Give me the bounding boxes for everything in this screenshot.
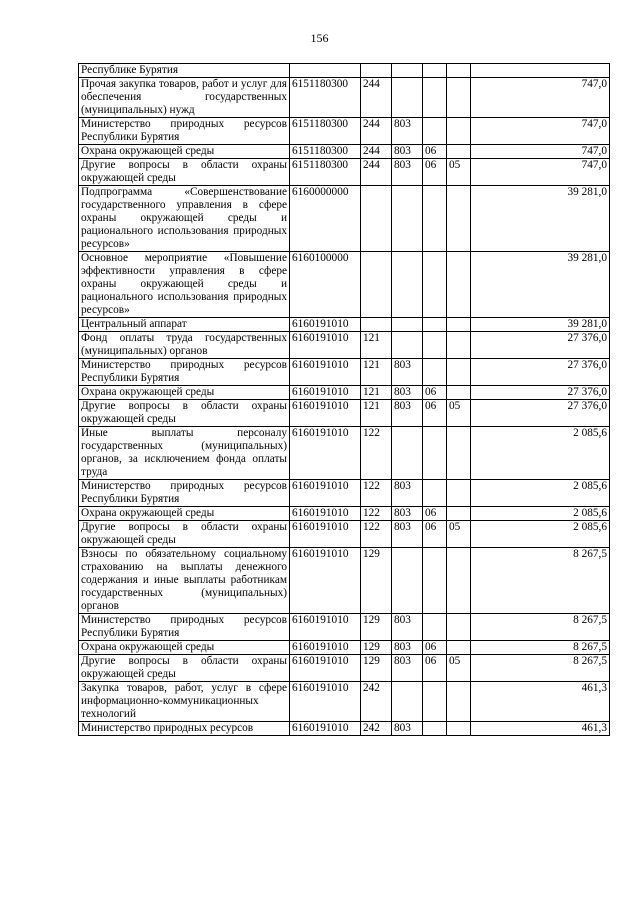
row-amount: 2 085,6 bbox=[471, 427, 610, 480]
row-amount: 8 267,5 bbox=[471, 655, 610, 682]
table-row bbox=[79, 186, 610, 252]
table-row bbox=[79, 145, 610, 159]
row-subsection bbox=[447, 614, 471, 641]
table-row bbox=[79, 252, 610, 318]
row-name: Центральный аппарат bbox=[79, 318, 290, 332]
row-amount: 747,0 bbox=[471, 118, 610, 145]
row-amount: 2 085,6 bbox=[471, 480, 610, 507]
row-name: Основное мероприятие «Повышение эффективности управления в сфере охраны окружающей среды и рационального использования природных ресурсов» bbox=[79, 252, 290, 318]
row-amount: 27 376,0 bbox=[471, 359, 610, 386]
row-ministry-code bbox=[392, 318, 423, 332]
budget-table-body bbox=[79, 64, 610, 736]
row-amount: 27 376,0 bbox=[471, 332, 610, 359]
row-ministry-code: 803 bbox=[392, 359, 423, 386]
row-name: Охрана окружающей среды bbox=[79, 145, 290, 159]
row-target-code: 6151180300 bbox=[290, 145, 361, 159]
row-ministry-code: 803 bbox=[392, 655, 423, 682]
row-subsection bbox=[447, 145, 471, 159]
row-target-code: 6160191010 bbox=[290, 427, 361, 480]
row-subsection bbox=[447, 427, 471, 480]
row-name: Фонд оплаты труда государственных (муниципальных) органов bbox=[79, 332, 290, 359]
row-subsection bbox=[447, 480, 471, 507]
row-section bbox=[423, 480, 447, 507]
row-ministry-code bbox=[392, 332, 423, 359]
row-name: Министерство природных ресурсов Республики Бурятия bbox=[79, 480, 290, 507]
row-name: Другие вопросы в области охраны окружающей среды bbox=[79, 400, 290, 427]
row-section bbox=[423, 332, 447, 359]
row-section: 06 bbox=[423, 507, 447, 521]
row-name: Охрана окружающей среды bbox=[79, 641, 290, 655]
table-row bbox=[79, 655, 610, 682]
row-amount: 8 267,5 bbox=[471, 614, 610, 641]
row-section: 06 bbox=[423, 145, 447, 159]
row-ministry-code bbox=[392, 186, 423, 252]
row-subsection bbox=[447, 332, 471, 359]
row-amount: 2 085,6 bbox=[471, 507, 610, 521]
row-target-code: 6151180300 bbox=[290, 159, 361, 186]
table-row bbox=[79, 386, 610, 400]
row-section bbox=[423, 359, 447, 386]
row-section bbox=[423, 252, 447, 318]
row-name: Министерство природных ресурсов Республики Бурятия bbox=[79, 118, 290, 145]
row-section: 06 bbox=[423, 641, 447, 655]
row-ministry-code: 803 bbox=[392, 118, 423, 145]
row-name: Другие вопросы в области охраны окружающей среды bbox=[79, 655, 290, 682]
row-subsection: 05 bbox=[447, 521, 471, 548]
row-target-code: 6160191010 bbox=[290, 722, 361, 736]
row-name: Другие вопросы в области охраны окружающей среды bbox=[79, 521, 290, 548]
row-subsection: 05 bbox=[447, 655, 471, 682]
row-target-code: 6160191010 bbox=[290, 641, 361, 655]
row-amount: 27 376,0 bbox=[471, 400, 610, 427]
row-ministry-code bbox=[392, 548, 423, 614]
row-ministry-code: 803 bbox=[392, 386, 423, 400]
row-expense-type: 242 bbox=[361, 722, 392, 736]
row-target-code: 6160191010 bbox=[290, 480, 361, 507]
row-expense-type: 242 bbox=[361, 682, 392, 722]
row-section bbox=[423, 548, 447, 614]
row-amount: 39 281,0 bbox=[471, 318, 610, 332]
row-subsection bbox=[447, 186, 471, 252]
table-row bbox=[79, 427, 610, 480]
row-target-code: 6160191010 bbox=[290, 318, 361, 332]
row-section: 06 bbox=[423, 400, 447, 427]
row-name: Охрана окружающей среды bbox=[79, 386, 290, 400]
row-amount: 39 281,0 bbox=[471, 252, 610, 318]
row-ministry-code: 803 bbox=[392, 159, 423, 186]
row-subsection: 05 bbox=[447, 159, 471, 186]
row-target-code: 6151180300 bbox=[290, 78, 361, 118]
table-row bbox=[79, 78, 610, 118]
row-subsection: 05 bbox=[447, 400, 471, 427]
row-section: 06 bbox=[423, 655, 447, 682]
row-target-code: 6160191010 bbox=[290, 655, 361, 682]
row-section bbox=[423, 318, 447, 332]
row-name: Иные выплаты персоналу государственных (муниципальных) органов, за исключением фонда оплаты труда bbox=[79, 427, 290, 480]
page-number: 156 bbox=[310, 31, 329, 45]
row-target-code bbox=[290, 64, 361, 78]
table-row bbox=[79, 521, 610, 548]
row-section bbox=[423, 186, 447, 252]
table-row bbox=[79, 64, 610, 78]
row-amount: 27 376,0 bbox=[471, 386, 610, 400]
row-target-code: 6160191010 bbox=[290, 682, 361, 722]
row-expense-type bbox=[361, 64, 392, 78]
row-subsection bbox=[447, 78, 471, 118]
row-subsection bbox=[447, 682, 471, 722]
row-target-code: 6160191010 bbox=[290, 386, 361, 400]
row-ministry-code: 803 bbox=[392, 614, 423, 641]
row-amount: 2 085,6 bbox=[471, 521, 610, 548]
row-subsection bbox=[447, 722, 471, 736]
row-target-code: 6160191010 bbox=[290, 548, 361, 614]
table-row bbox=[79, 118, 610, 145]
row-section bbox=[423, 118, 447, 145]
row-section bbox=[423, 78, 447, 118]
row-ministry-code bbox=[392, 427, 423, 480]
row-expense-type: 129 bbox=[361, 614, 392, 641]
row-amount: 747,0 bbox=[471, 78, 610, 118]
row-subsection bbox=[447, 252, 471, 318]
row-expense-type: 244 bbox=[361, 159, 392, 186]
row-subsection bbox=[447, 386, 471, 400]
table-row bbox=[79, 159, 610, 186]
row-expense-type: 121 bbox=[361, 400, 392, 427]
row-expense-type: 129 bbox=[361, 655, 392, 682]
table-row bbox=[79, 548, 610, 614]
row-ministry-code bbox=[392, 252, 423, 318]
row-target-code: 6160191010 bbox=[290, 521, 361, 548]
row-subsection bbox=[447, 118, 471, 145]
row-expense-type: 122 bbox=[361, 427, 392, 480]
row-expense-type: 129 bbox=[361, 641, 392, 655]
row-amount: 8 267,5 bbox=[471, 641, 610, 655]
row-section: 06 bbox=[423, 159, 447, 186]
table-row bbox=[79, 507, 610, 521]
row-target-code: 6160191010 bbox=[290, 614, 361, 641]
row-name: Подпрограмма «Совершенствование государственного управления в сфере охраны окружающей среды и рационального использования природных ресурсов» bbox=[79, 186, 290, 252]
row-expense-type bbox=[361, 318, 392, 332]
row-section bbox=[423, 682, 447, 722]
row-amount: 461,3 bbox=[471, 682, 610, 722]
row-expense-type: 244 bbox=[361, 118, 392, 145]
row-target-code: 6160191010 bbox=[290, 400, 361, 427]
row-amount bbox=[471, 64, 610, 78]
row-target-code: 6151180300 bbox=[290, 118, 361, 145]
row-subsection bbox=[447, 641, 471, 655]
row-subsection bbox=[447, 64, 471, 78]
table-row bbox=[79, 359, 610, 386]
row-target-code: 6160191010 bbox=[290, 359, 361, 386]
row-name: Министерство природных ресурсов Республики Бурятия bbox=[79, 359, 290, 386]
row-target-code: 6160000000 bbox=[290, 186, 361, 252]
row-name: Взносы по обязательному социальному страхованию на выплаты денежного содержания и иные выплаты работникам государственных (муниципальных) органов bbox=[79, 548, 290, 614]
row-subsection bbox=[447, 359, 471, 386]
row-ministry-code: 803 bbox=[392, 722, 423, 736]
row-section: 06 bbox=[423, 386, 447, 400]
row-expense-type: 122 bbox=[361, 521, 392, 548]
row-ministry-code: 803 bbox=[392, 641, 423, 655]
row-amount: 461,3 bbox=[471, 722, 610, 736]
row-ministry-code: 803 bbox=[392, 400, 423, 427]
row-subsection bbox=[447, 548, 471, 614]
row-amount: 747,0 bbox=[471, 159, 610, 186]
row-target-code: 6160100000 bbox=[290, 252, 361, 318]
row-ministry-code bbox=[392, 64, 423, 78]
row-section bbox=[423, 427, 447, 480]
row-name: Другие вопросы в области охраны окружающей среды bbox=[79, 159, 290, 186]
row-name: Охрана окружающей среды bbox=[79, 507, 290, 521]
row-expense-type bbox=[361, 186, 392, 252]
table-row bbox=[79, 682, 610, 722]
row-amount: 8 267,5 bbox=[471, 548, 610, 614]
row-section bbox=[423, 64, 447, 78]
row-name: Республике Бурятия bbox=[79, 64, 290, 78]
row-expense-type: 129 bbox=[361, 548, 392, 614]
table-row bbox=[79, 400, 610, 427]
row-expense-type: 122 bbox=[361, 507, 392, 521]
row-expense-type: 121 bbox=[361, 359, 392, 386]
row-subsection bbox=[447, 507, 471, 521]
row-ministry-code: 803 bbox=[392, 480, 423, 507]
row-ministry-code: 803 bbox=[392, 145, 423, 159]
row-expense-type: 122 bbox=[361, 480, 392, 507]
row-expense-type: 244 bbox=[361, 145, 392, 159]
row-expense-type: 121 bbox=[361, 332, 392, 359]
row-name: Прочая закупка товаров, работ и услуг для обеспечения государственных (муниципальных) нужд bbox=[79, 78, 290, 118]
row-name: Закупка товаров, работ, услуг в сфере информационно-коммуникационных технологий bbox=[79, 682, 290, 722]
row-amount: 747,0 bbox=[471, 145, 610, 159]
row-target-code: 6160191010 bbox=[290, 507, 361, 521]
table-row bbox=[79, 641, 610, 655]
table-row bbox=[79, 614, 610, 641]
row-ministry-code: 803 bbox=[392, 521, 423, 548]
row-ministry-code: 803 bbox=[392, 507, 423, 521]
row-subsection bbox=[447, 318, 471, 332]
budget-table bbox=[78, 63, 610, 736]
row-ministry-code bbox=[392, 78, 423, 118]
row-target-code: 6160191010 bbox=[290, 332, 361, 359]
row-section bbox=[423, 614, 447, 641]
row-amount: 39 281,0 bbox=[471, 186, 610, 252]
table-row bbox=[79, 332, 610, 359]
table-row bbox=[79, 318, 610, 332]
row-section bbox=[423, 722, 447, 736]
row-section: 06 bbox=[423, 521, 447, 548]
row-name: Министерство природных ресурсов bbox=[79, 722, 290, 736]
row-expense-type: 121 bbox=[361, 386, 392, 400]
row-ministry-code bbox=[392, 682, 423, 722]
row-expense-type bbox=[361, 252, 392, 318]
row-expense-type: 244 bbox=[361, 78, 392, 118]
table-row bbox=[79, 722, 610, 736]
table-row bbox=[79, 480, 610, 507]
row-name: Министерство природных ресурсов Республики Бурятия bbox=[79, 614, 290, 641]
